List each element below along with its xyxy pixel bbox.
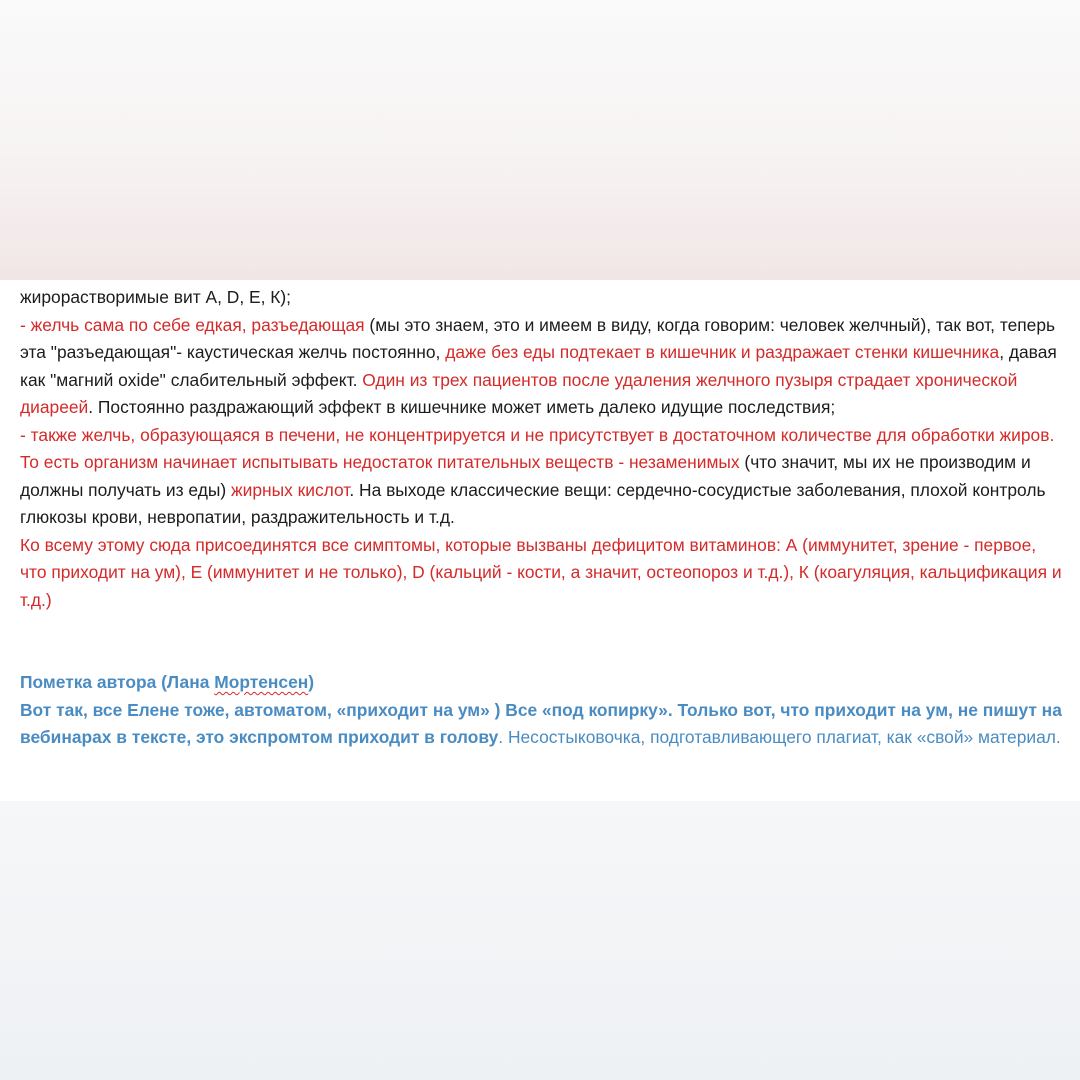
- liver-bile-paragraph: [20, 422, 1066, 532]
- author-note-title: [20, 669, 1066, 697]
- note-title-prefix: Пометка автора (Лана: [20, 672, 215, 692]
- note-plain-text: . Несостыковочка, подготавливающего плагиат, как «свой» материал.: [498, 727, 1061, 747]
- bile-paragraph: [20, 312, 1066, 422]
- document-excerpt: [0, 280, 1080, 801]
- highlight-text: - желчь сама по себе едкая, разъедающая: [20, 314, 365, 335]
- body-text: . Постоянно раздражающий эффект в кишечнике может иметь далеко идущие последствия;: [88, 397, 836, 417]
- highlight-text: - также желчь, образующаяся в печени, не концентрируется и не присутствует в достаточном количестве для обработки жиров. То есть организм начинает испытывать недостаток питательных веществ - незаменимых: [20, 424, 1055, 472]
- highlight-text: Один из трех пациентов после удаления желчного пузыря страдает хронической диареей: [20, 369, 1018, 417]
- body-text: (мы это знаем, это и имеем в виду, когда говорим: человек желчный), так вот, теперь эта "разъедающая"- каустическая желчь постоянно,: [20, 314, 1056, 362]
- vitamins-line: жирорастворимые вит А, D, Е, К);: [20, 287, 292, 307]
- blurred-background-top: [0, 0, 1080, 280]
- highlight-text: даже без еды подтекает в кишечник и раздражает стенки кишечника: [445, 342, 1000, 362]
- paragraph-spacer: [20, 614, 1066, 669]
- note-bold-text: Вот так, все Елене тоже, автоматом, «приходит на ум» ) Все «под копирку». Только вот, что приходит на ум, не пишут на вебинарах в тексте, это экспромтом приходит в голову: [20, 699, 1062, 747]
- blurred-background-bottom: [0, 801, 1080, 1080]
- note-title-suffix: ): [308, 672, 315, 692]
- highlight-text: жирных кислот: [231, 479, 350, 500]
- body-text: , давая как "магний oxide" слабительный эффект.: [20, 342, 1057, 390]
- vitamin-deficiency-paragraph: Ко всему этому сюда присоединятся все симптомы, которые вызваны дефицитом витаминов: А (иммунитет, зрение - первое, что приходит на ум), Е (иммунитет и не только), D (кальций - кости, а значит, остеопороз и т.д.), К (коагуляция, кальцификация и т.д.): [20, 534, 1062, 610]
- author-note-body: [20, 697, 1066, 752]
- body-text: (что значит, мы их не производим и должны получать из еды): [20, 452, 1031, 500]
- spellcheck-underlined-name: Мортенсен: [214, 672, 309, 692]
- body-text: . На выходе классические вещи: сердечно-сосудистые заболевания, плохой контроль глюкозы крови, невропатии, раздражительность и т.д.: [20, 479, 1046, 527]
